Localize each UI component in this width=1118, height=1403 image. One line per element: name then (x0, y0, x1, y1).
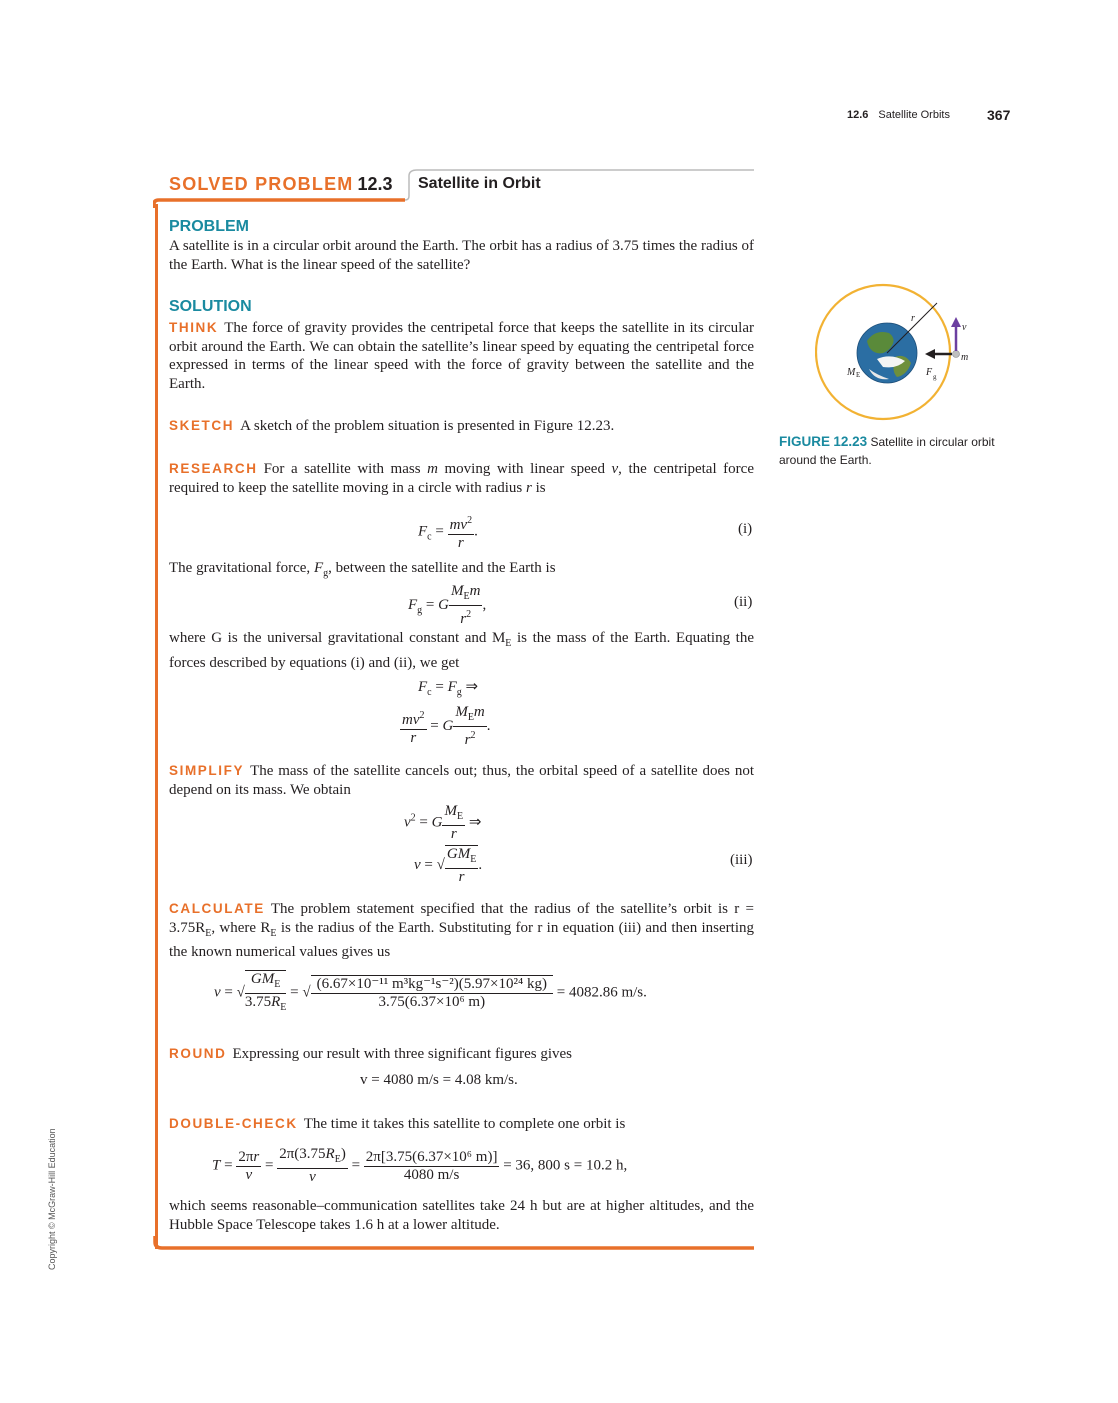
grav-text-1: The gravitational force, (169, 560, 311, 576)
calc-denominator: 3.75(6.37×10⁶ m) (378, 994, 486, 1010)
research-text-1: For a satellite with mass (263, 461, 421, 477)
gravity-force-arrow-head (925, 349, 935, 359)
simplify-label: SIMPLIFY (169, 763, 245, 778)
calculate-text-1: The problem statement specified that the radius of the satellite’s orbit is r = 3.75R (169, 901, 754, 936)
label-fg: F (926, 367, 933, 378)
section-number: 12.6 (847, 109, 869, 121)
calculate-label: CALCULATE (169, 901, 265, 916)
double-check-paragraph (169, 1115, 754, 1134)
equation-number-iii: (iii) (730, 852, 753, 868)
equation-equate: $F_c = F_g$ ⇒ (418, 679, 479, 698)
equation-v-squared: $v^2 = G$ $\frac{M_E}{r}$ ⇒ (404, 803, 482, 842)
label-fg-sub: g (933, 373, 937, 381)
figure-caption (779, 433, 1019, 469)
equation-period: T = $\frac{2\pi r}{v}$ = $\frac{2\pi(3.75R_E)}{v}$ = $\frac{\text{2π[3.75(6.37×10⁶ m)]}}{4080 m/s}$ = 36, 800 s = 10.2 h, (212, 1146, 628, 1185)
research-text-3: , the centripetal force required to keep the satellite moving in a circle with radius (169, 461, 754, 496)
where-text-2: is the mass of the Earth. Equating the forces described by equations (i) and (ii), we get (169, 630, 754, 671)
calc-result: = 4082.86 m/s. (556, 984, 647, 1001)
sketch-label: SKETCH (169, 418, 235, 433)
solved-problem-number: 12.3 (357, 174, 393, 194)
double-check-text: The time it takes this satellite to complete one orbit is (303, 1116, 626, 1132)
round-label: ROUND (169, 1046, 227, 1061)
gravity-paragraph: The gravitational force, $F_g$, between the satellite and the Earth is (169, 560, 556, 579)
equation-centripetal: $F_c$ = $\frac{mv^2}{r}$ . (418, 512, 478, 552)
copyright-notice: Copyright © McGraw-Hill Education (47, 1128, 57, 1270)
round-paragraph (169, 1045, 754, 1064)
where-text: where G is the universal gravitational constant and M (169, 630, 506, 646)
section-title: Satellite Orbits (878, 109, 950, 121)
equation-number-ii: (ii) (734, 594, 753, 610)
calc-numerator: (6.67×10⁻¹¹ m³kg⁻¹s⁻²)(5.97×10²⁴ kg) (311, 976, 553, 994)
solved-problem-title: Satellite in Orbit (418, 175, 541, 192)
period-denominator: 4080 m/s (403, 1166, 460, 1183)
bottom-rule (153, 1236, 758, 1252)
simplify-text: The mass of the satellite cancels out; thus, the orbital speed of a satellite does not depend on its mass. We obtain (169, 763, 754, 798)
research-label: RESEARCH (169, 461, 258, 476)
calculate-paragraph: CALCULATE The problem statement specified that the radius of the satellite’s orbit is $r = 3.75R_E$, where $R_E$ is the radius of the Earth. Substituting for r in equation (iii) and then inserting the known numerical values gives us (169, 901, 754, 960)
figure-satellite-orbit (815, 283, 975, 423)
solution-heading: SOLUTION (169, 298, 252, 315)
final-paragraph: which seems reasonable–communication satellites take 24 h but are at higher altitudes, and the Hubble Space Telescope takes 1.6 h at a lower altitude. (169, 1198, 754, 1233)
equation-equate-expanded: $\frac{mv^2}{r}$ = G $\frac{M_Em}{r^2}$ . (402, 704, 491, 748)
research-paragraph: RESEARCH For a satellite with mass m moving with linear speed v, the centripetal force required to keep the satellite moving in a circle with radius r is (169, 461, 754, 496)
running-header (847, 109, 950, 121)
figure-number: 12.23 (833, 434, 868, 449)
label-me: M (847, 367, 856, 378)
equation-calculation: v = √ $\frac{GM_E}{3.75R_E}$ = √ $\frac{\text{(6.67×10⁻¹¹ m³kg⁻¹s⁻²)(5.97×10²⁴ kg)}}{\text{3.75(6.37×10⁶ m)}}$ = 4082.86 m/s. (214, 970, 647, 1016)
satellite-icon (953, 351, 960, 358)
solved-problem-label-text: SOLVED PROBLEM (169, 174, 354, 194)
grav-text-2: , between the satellite and the Earth is (328, 560, 556, 576)
equation-gravitational: $F_g = G$ $\frac{M_Em}{r^2}$ , (408, 583, 487, 627)
think-text: The force of gravity provides the centripetal force that keeps the satellite in its circular orbit around the Earth. We can obtain the satellite’s linear speed by equating the centripetal force expressed in terms of the linear speed with the force of gravity between the satellite and the Earth. (169, 320, 754, 392)
double-check-label: DOUBLE-CHECK (169, 1116, 298, 1131)
velocity-arrow-head (951, 317, 961, 327)
where-paragraph: where G is the universal gravitational constant and $M_E$ is the mass of the Earth. Equating the forces described by equations (i) and (ii), we get (169, 630, 754, 671)
period-numerator: 2π[3.75(6.37×10⁶ m)] (365, 1148, 498, 1165)
label-m: m (961, 352, 969, 363)
sketch-paragraph (169, 417, 754, 436)
figure-caption-text: Satellite in circular orbit around the Earth. (779, 435, 995, 467)
calculate-text-3: is the radius of the Earth. Substituting for r in equation (iii) and then inserting the known numerical values gives us (169, 919, 754, 960)
think-paragraph (169, 319, 754, 393)
think-label: THINK (169, 320, 219, 335)
period-result: = 36, 800 s = 10.2 h, (503, 1157, 628, 1174)
figure-label: FIGURE (779, 434, 831, 449)
equation-v: v = √ $\frac{GM_E}{r}$ . (414, 846, 483, 885)
problem-text: A satellite is in a circular orbit around the Earth. The orbit has a radius of 3.75 times the radius of the Earth. What is the linear speed of the satellite? (169, 238, 754, 273)
label-r: r (911, 313, 915, 324)
research-text-2: moving with linear speed (444, 461, 605, 477)
calculate-text-2: , where R (211, 919, 271, 936)
left-accent-bar (155, 204, 158, 1249)
simplify-paragraph (169, 762, 754, 799)
sketch-text: A sketch of the problem situation is presented in Figure 12.23. (240, 418, 615, 434)
label-v: v⃗ (962, 322, 975, 333)
page-number: 367 (987, 107, 1011, 123)
solved-problem-label (169, 174, 393, 195)
round-text: Expressing our result with three significant figures gives (232, 1046, 573, 1062)
research-text-4: is (535, 479, 546, 496)
problem-heading: PROBLEM (169, 218, 249, 235)
label-me-sub: E (856, 371, 861, 379)
equation-number-i: (i) (738, 521, 753, 537)
round-result: v = 4080 m/s = 4.08 km/s. (360, 1072, 518, 1088)
